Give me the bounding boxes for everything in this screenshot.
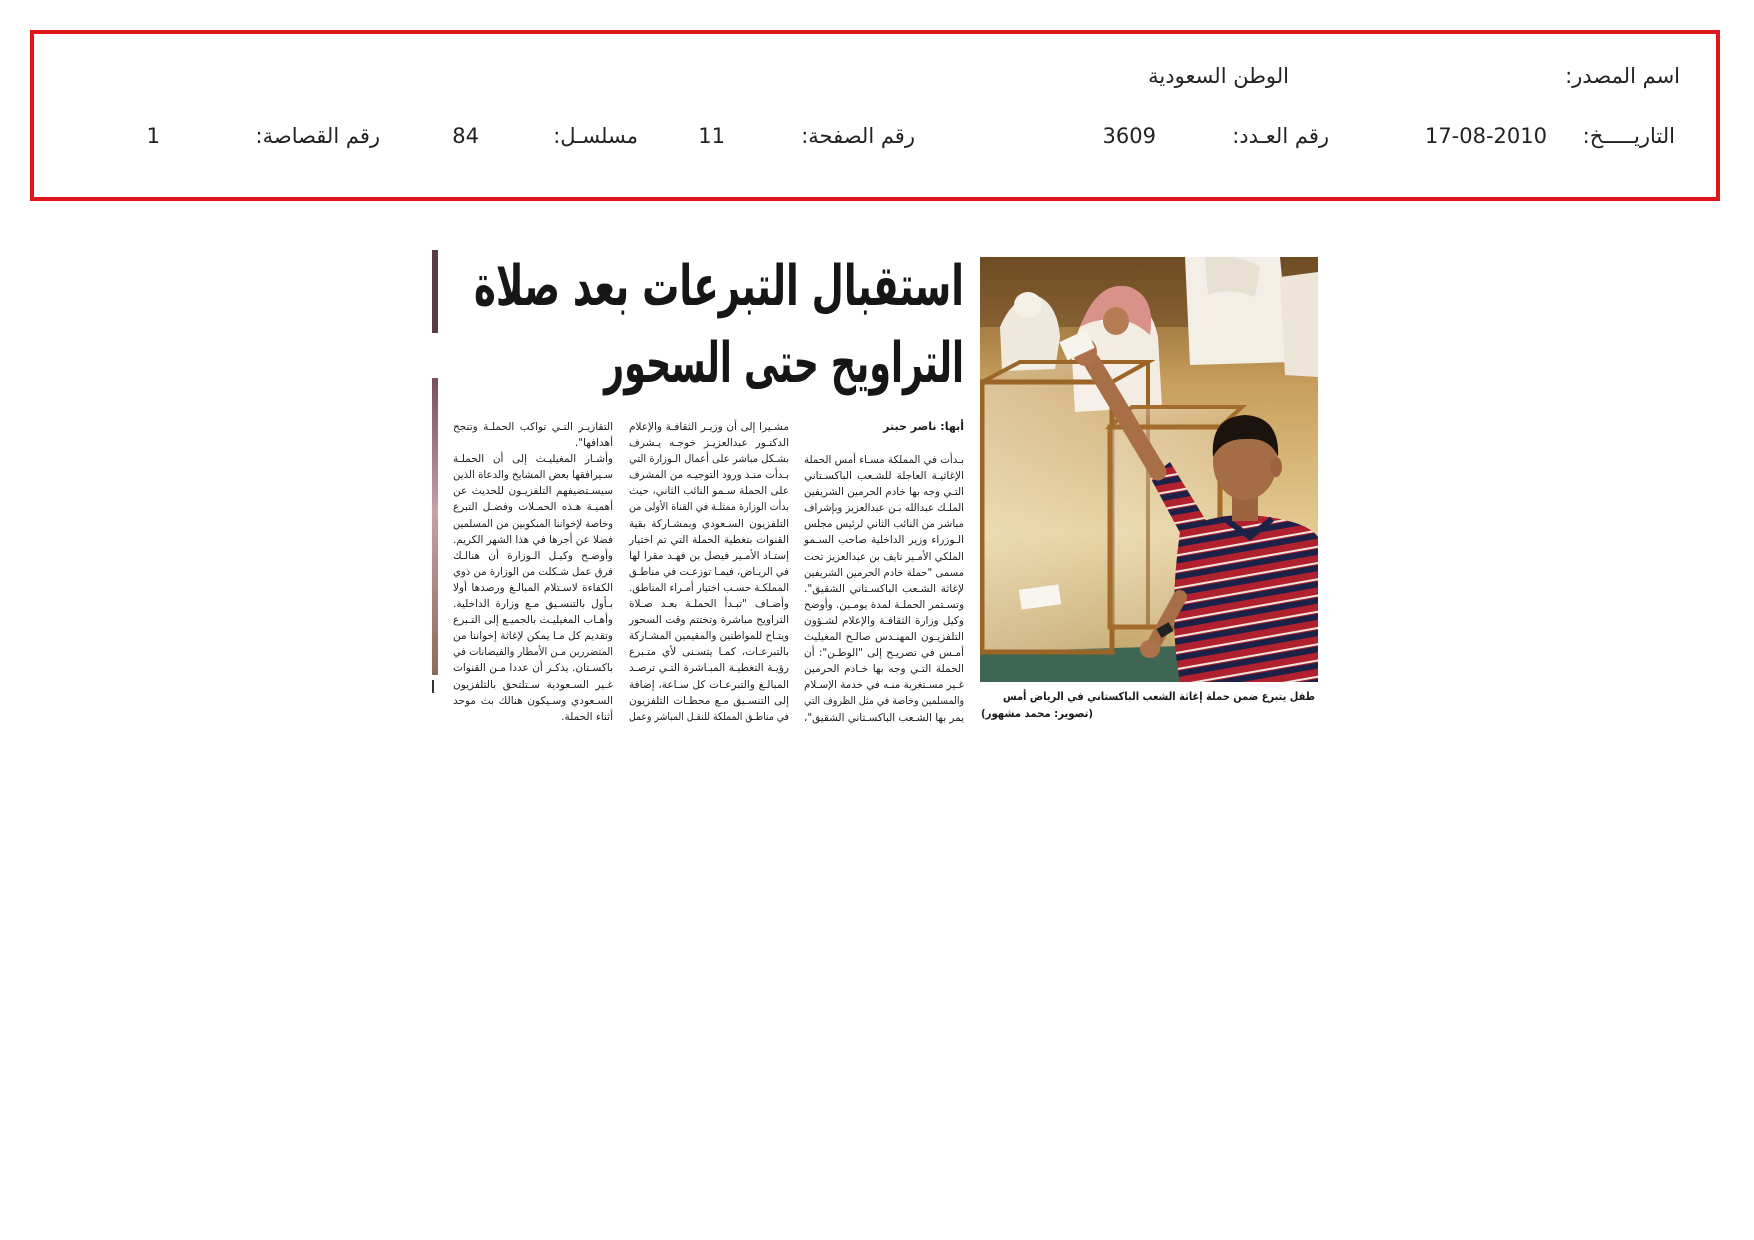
article-line — [628, 467, 789, 483]
serial-label: مسلسـل: — [553, 124, 638, 148]
article-line — [629, 596, 789, 612]
article-line-text: غـير مسـتغربة منـه في خدمة الإسـلام — [803, 679, 964, 692]
adjacent-article-edge — [432, 250, 438, 333]
article-line-text: وتقديم كل مـا يمكن لإغاثة إخواننا من — [453, 630, 613, 643]
article-line — [629, 499, 789, 515]
issue-label: رقم العـدد: — [1232, 124, 1329, 148]
date-label: التاريـــــخ: — [1582, 124, 1675, 148]
article-line — [804, 613, 964, 629]
article-line-text: الـوزراء وزير الداخلية صاحب السـمو — [804, 534, 964, 547]
serial-value: 84 — [452, 124, 479, 148]
article-line — [803, 452, 964, 468]
adjacent-article-edge — [432, 680, 434, 693]
article-line-text: مشـيرا إلى أن وزيـر الثقافـة والإعلام — [629, 421, 789, 433]
page-number-value: 11 — [698, 124, 725, 148]
article-line — [803, 500, 964, 516]
article-line-text: سيسـتضيفهم التلفزيـون للحديث عن — [453, 485, 613, 498]
article-line-text: وأهـاب المغيليـث بالجميـع إلى التـبرع — [453, 614, 613, 627]
article-line — [629, 660, 789, 676]
article-line — [452, 532, 613, 548]
article-line — [629, 612, 789, 628]
article-line-text: التراويح مباشرة وتختتم وقت السحور — [629, 614, 789, 627]
article-line — [453, 709, 613, 725]
article-line-text: إستـاد الأمـير فيصل بن فهـد مقرا لها — [629, 549, 789, 562]
article-line-text: بـأول بالتنسـيق مـع وزارة الداخلية. — [453, 598, 613, 611]
article-line-text: بـدأت في المملكة مسـاء أمس الحملة — [803, 454, 964, 466]
article-line-text: التـي وجه بها خادم الحرمين الشريفين — [803, 486, 964, 499]
article-line — [629, 451, 789, 467]
article-line — [453, 628, 613, 644]
article-photo-image — [980, 257, 1318, 682]
article-line-text: التلفزيـون المهنـدس صالـح المغيليث — [804, 631, 964, 644]
article-line — [629, 516, 789, 532]
article-line-text: الدكتـور عبدالعزيـز خوجـه يـشرف — [629, 437, 789, 450]
article-line-text: غـير السـعودية سـتلتحق بالتلفزيون — [453, 678, 613, 691]
article-line-text: وأشـار المغيليـث إلى أن الحملـة — [453, 453, 613, 466]
article-line — [628, 580, 789, 596]
article-line-text: أمـس في تصريـح إلى "الوطـن": أن — [804, 647, 964, 660]
article-line — [453, 499, 613, 515]
headline-text: استقبال التبرعات بعد صلاة — [473, 254, 964, 319]
source-value: الوطن السعودية — [1148, 64, 1289, 88]
photo-caption — [1002, 689, 1315, 705]
article-column-2 — [629, 419, 789, 725]
article-line — [453, 612, 613, 628]
article-line — [452, 467, 613, 483]
article-line — [803, 549, 964, 565]
article-line-text: أهميـة هـذه الحمـلات وفضـل التبرع — [453, 501, 613, 514]
page-number-label: رقم الصفحة: — [801, 124, 915, 148]
article-line-text: المبالـغ والتبرعـات كل سـاعة، إضافة — [629, 678, 789, 691]
article-line-text: على الحملة سـمو النائب الثاني، حيث — [629, 485, 789, 498]
article-line-text: وأضـاف "تبـدأ الحملـة بعـد صـلاة — [629, 598, 789, 611]
article-line-text: رؤيـة التغطيـة المبـاشرة التـي ترصـد — [629, 662, 789, 675]
article-line — [453, 660, 613, 676]
article-column-1 — [804, 452, 964, 726]
article-line — [804, 468, 964, 484]
article-line — [629, 483, 789, 499]
article-line — [453, 548, 613, 564]
article-line-text: لإغاثة الشـعب الباكسـتاني الشقيق". — [804, 582, 964, 595]
article-line-text: بشـكل مباشر على أعمال الـوزارة التي — [629, 453, 789, 466]
article-line-text: ويتـاح للمواطنين والمقيمين المشـاركة — [629, 630, 789, 643]
article-line-text: المملكـة حسـب اختيار أمـراء المناطق. — [628, 581, 789, 594]
article-line-text: أهدافها". — [574, 437, 613, 450]
article-line-text: والمسلمين وخاصة في مثل الظروف التي — [803, 695, 964, 708]
article-line-text: في الريـاض، فيمـا توزعـت في مناطـق — [629, 565, 789, 578]
article-line — [453, 451, 613, 467]
article-line — [804, 581, 964, 597]
article-line-text: الملـك عبدالله بـن عبدالعزيز وبإشراف — [803, 502, 964, 515]
article-line-text: وأوضـح وكيـل الـوزارة أن هنالـك — [453, 549, 613, 562]
article-line — [804, 532, 964, 548]
source-label: اسم المصدر: — [1565, 64, 1680, 88]
byline: أبها: ناصر حبتر — [883, 420, 964, 433]
article-line — [629, 548, 789, 564]
headline-line-2 — [604, 329, 964, 399]
photo-credit — [981, 706, 1093, 722]
article-photo — [980, 257, 1318, 682]
article-line — [804, 629, 964, 645]
article-line — [453, 580, 613, 596]
article-line — [629, 628, 789, 644]
article-line-text: وتسـتمر الحملـة لمدة يومـين. وأوضح — [803, 598, 964, 611]
article-line-text: يمر بها الشـعب الباكسـتاني الشقيق"، — [804, 711, 964, 724]
article-line-text: التلفزيون السـعودي وبمشـاركة بقية — [629, 517, 789, 530]
article-line-text: الحملة التـي وجه بها خـادم الحرمين — [804, 663, 964, 676]
article-line — [629, 709, 789, 725]
article-line — [453, 483, 613, 499]
article-line-text: فرق عمل شـكلت من الوزارة من ذوي — [452, 565, 613, 578]
date-value: 17-08-2010 — [1424, 124, 1547, 148]
article-line-text: الكفاءة لاسـتلام المبالـغ ورصدها أولا — [453, 581, 613, 594]
article-line — [629, 532, 789, 548]
article-line — [452, 564, 613, 580]
article-line-text: بالتبرعـات، كمـا يتسـنى لأي متـبرع — [629, 646, 789, 659]
article-line-text: التقاريـر التـي تواكب الحملـة وتنجح — [453, 421, 613, 433]
headline-text: التراويح حتى السحور — [604, 331, 964, 396]
article-line — [453, 419, 613, 435]
article-line-text: وكيل وزارة الثقافـة والإعلام لشـؤون — [804, 614, 964, 627]
article-line — [453, 435, 613, 451]
clip-number-value: 1 — [146, 124, 160, 148]
article-line — [453, 644, 613, 660]
metadata-header-box — [30, 30, 1720, 201]
article-line — [803, 565, 964, 581]
article-line-text: باكسـتان. يذكـر أن عددا مـن القنوات — [453, 662, 613, 675]
article-line — [629, 435, 789, 451]
adjacent-article-edge — [432, 378, 438, 675]
article-line — [804, 645, 964, 661]
article-line — [803, 693, 964, 709]
article-line — [453, 596, 613, 612]
article-line — [453, 677, 613, 693]
article-line — [804, 661, 964, 677]
clip-number-label: رقم القصاصة: — [255, 124, 380, 148]
article-line-text: بـدأت منـذ ورود التوجيـه من المشرف — [628, 469, 789, 482]
article-line-text: بدأت الوزارة ممثلـة في القناة الأولى من — [629, 501, 789, 514]
article-line-text: السـعودي وسـيكون هنالك بث موحد — [453, 694, 613, 707]
article-line — [806, 710, 964, 726]
article-line-text: وخاصة لإخواننا المنكوبين من المسلمين — [452, 517, 613, 530]
article-line — [629, 419, 789, 435]
photo-credit-text: (تصوير: محمد مشهور) — [981, 707, 1093, 720]
article-line — [629, 564, 789, 580]
article-line — [629, 693, 789, 709]
article-line-text: فضلا عن أجرها في هذا الشهر الكريم. — [452, 533, 613, 546]
issue-value: 3609 — [1102, 124, 1156, 148]
article-line — [629, 677, 789, 693]
article-line-text: القنوات بتغطية الحملة التي تم اختيار — [629, 533, 789, 546]
article-line-text: مباشر من النائب الثاني لرئيس مجلس — [804, 518, 964, 531]
article-line-text: في مناطـق المملكة للنقـل المباشر وعمل — [629, 710, 789, 723]
article-line-text: الملكي الأمـير نايف بن عبدالعزيز تحت — [803, 550, 964, 563]
article-line — [452, 516, 613, 532]
article-line-text: أثناء الحملة. — [561, 710, 613, 723]
article-line-text: إلى التنسـيق مـع محطـات التلفزيون — [629, 694, 789, 707]
headline-line-1 — [473, 252, 964, 322]
article-line — [804, 516, 964, 532]
article-line — [803, 677, 964, 693]
article-line — [629, 644, 789, 660]
article-line-text: الإغاثيـة العاجلة للشـعب الباكسـتاني — [804, 470, 964, 483]
article-line — [453, 693, 613, 709]
article-line-text: سـيرافقها بعض المشايخ والدعاة الذين — [452, 469, 613, 482]
article-line-text: المتضررين مـن الأمطار والفيضانات في — [453, 646, 613, 659]
article-line — [805, 597, 964, 613]
article-line-text: مسمى "حملة خادم الحرمين الشريفين — [803, 566, 964, 579]
article-column-3 — [453, 419, 613, 725]
article-line — [803, 484, 964, 500]
photo-caption-text: طفل يتبرع ضمن حملة إغاثة الشعب الباكستاني في الرياض أمس — [1002, 690, 1315, 703]
